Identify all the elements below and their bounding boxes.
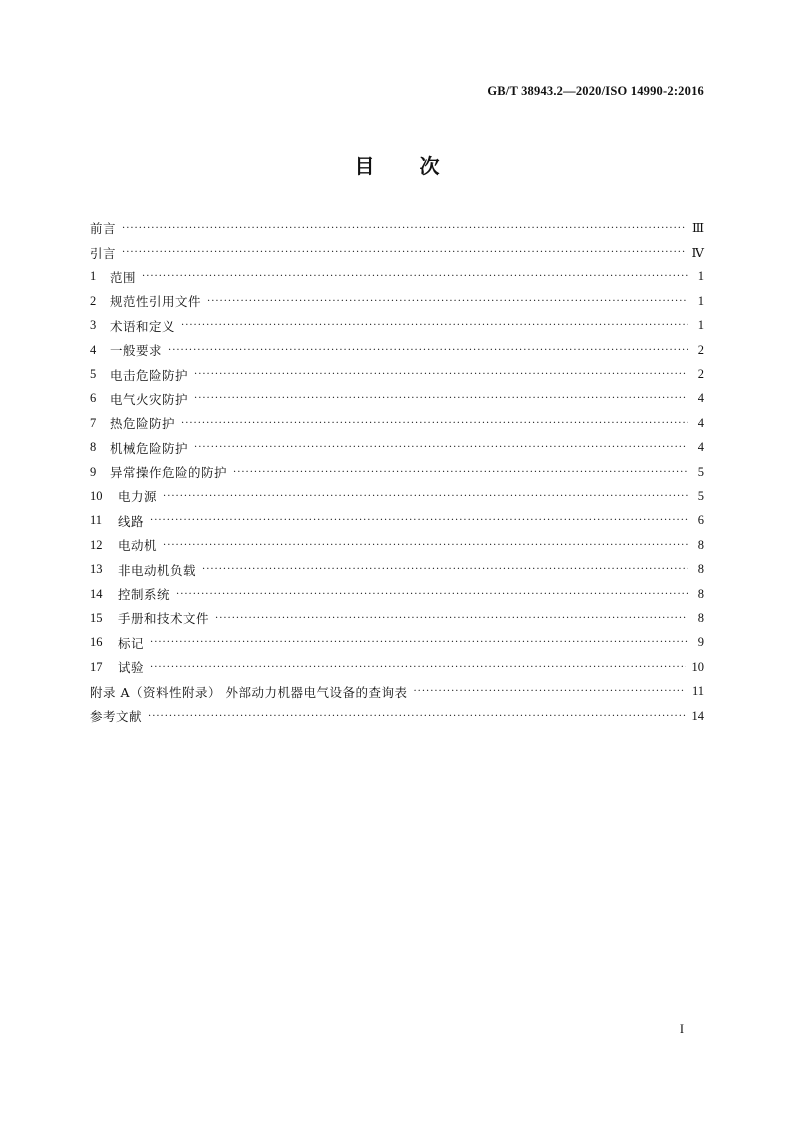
toc-entry-page: 14 <box>691 708 704 723</box>
toc-entry-number: 2 <box>90 293 97 308</box>
dot-leader <box>122 223 686 234</box>
toc-entry-label: 非电动机负载 <box>118 562 197 578</box>
dot-leader <box>181 418 688 429</box>
toc-entry-page: 4 <box>697 440 704 455</box>
toc-entry-13[interactable] <box>90 557 704 581</box>
dot-leader <box>142 271 688 282</box>
toc-entry-page: 1 <box>697 293 704 308</box>
toc-entry-page: 5 <box>697 488 704 503</box>
toc-entry-page: 1 <box>697 269 704 284</box>
toc-entry-page: 9 <box>697 635 704 650</box>
toc-entry-1[interactable] <box>90 265 704 289</box>
document-code: GB/T 38943.2—2020/ISO 14990-2:2016 <box>487 84 704 98</box>
toc-entry-16[interactable] <box>90 631 704 655</box>
toc-entry-page: 4 <box>697 415 704 430</box>
toc-entry-label: 控制系统 <box>118 587 171 603</box>
dot-leader <box>194 442 688 453</box>
toc-entry-number: 3 <box>90 318 97 333</box>
toc-entry-number: 13 <box>90 562 103 577</box>
toc-entry-label: 电力源 <box>118 489 158 505</box>
toc-entry-page: 2 <box>697 367 704 382</box>
toc-entry-17[interactable] <box>90 655 704 679</box>
page-title: 目 次 <box>354 154 440 178</box>
toc-entry-page: 8 <box>697 562 704 577</box>
toc-entry-15[interactable] <box>90 606 704 630</box>
toc-entry-label: 规范性引用文件 <box>110 294 202 310</box>
toc-entry-number: 10 <box>90 488 103 503</box>
dot-leader <box>176 589 688 600</box>
toc-entry-page: 6 <box>697 513 704 528</box>
page-number: I <box>679 1022 684 1036</box>
toc-entry-introduction[interactable] <box>90 240 704 264</box>
toc-entry-11[interactable] <box>90 509 704 533</box>
dot-leader <box>168 345 688 356</box>
toc-entry-number: 11 <box>90 513 103 528</box>
toc-entry-label: 电气火灾防护 <box>110 391 189 407</box>
toc-entry-label: 参考文献 <box>90 709 143 724</box>
toc-entry-label: 标记 <box>118 635 145 651</box>
toc-entry-number: 1 <box>90 269 97 284</box>
toc-entry-label: 电动机 <box>118 538 158 554</box>
toc-entry-8[interactable] <box>90 436 704 460</box>
toc-entry-label: 试验 <box>118 660 145 676</box>
dot-leader <box>215 613 688 624</box>
toc-entry-number: 15 <box>90 610 103 625</box>
dot-leader <box>181 320 688 331</box>
dot-leader <box>194 393 688 404</box>
toc-entry-page: 8 <box>697 610 704 625</box>
toc-entry-page: 11 <box>691 684 704 699</box>
toc-entry-number: 12 <box>90 537 103 552</box>
toc-entry-page: 2 <box>697 342 704 357</box>
toc-entry-label: 范围 <box>110 269 137 285</box>
table-of-contents <box>90 216 704 728</box>
dot-leader <box>150 515 688 526</box>
toc-entry-bibliography[interactable] <box>90 704 704 728</box>
toc-entry-number: 14 <box>90 586 103 601</box>
toc-entry-annex-a[interactable] <box>90 679 704 703</box>
toc-entry-foreword[interactable] <box>90 216 704 240</box>
toc-entry-7[interactable] <box>90 411 704 435</box>
toc-entry-label: 附录 A（资料性附录） 外部动力机器电气设备的查询表 <box>90 684 408 700</box>
dot-leader <box>233 467 688 478</box>
toc-entry-label: 引言 <box>90 245 117 261</box>
toc-entry-12[interactable] <box>90 533 704 557</box>
toc-entry-page: 5 <box>697 464 704 479</box>
dot-leader <box>148 711 685 722</box>
toc-entry-label: 手册和技术文件 <box>118 611 210 627</box>
toc-entry-label: 前言 <box>90 221 117 237</box>
dot-leader <box>150 637 688 648</box>
toc-entry-number: 9 <box>90 464 97 479</box>
dot-leader <box>413 686 685 697</box>
toc-entry-page: 1 <box>697 318 704 333</box>
toc-entry-label: 机械危险防护 <box>110 440 189 456</box>
dot-leader <box>194 369 688 380</box>
toc-entry-label: 异常操作危险的防护 <box>110 465 228 481</box>
toc-entry-2[interactable] <box>90 289 704 313</box>
toc-entry-number: 8 <box>90 440 97 455</box>
toc-entry-number: 16 <box>90 635 103 650</box>
toc-entry-label: 电击危险防护 <box>110 367 189 383</box>
toc-entry-number: 7 <box>90 415 97 430</box>
toc-entry-9[interactable] <box>90 460 704 484</box>
toc-entry-label: 热危险防护 <box>110 416 176 432</box>
toc-entry-14[interactable] <box>90 582 704 606</box>
dot-leader <box>150 662 685 673</box>
toc-entry-page: 8 <box>697 537 704 552</box>
toc-entry-10[interactable] <box>90 484 704 508</box>
toc-entry-3[interactable] <box>90 314 704 338</box>
dot-leader <box>207 296 688 307</box>
dot-leader <box>122 247 685 258</box>
dot-leader <box>163 540 688 551</box>
toc-entry-label: 线路 <box>118 513 145 529</box>
toc-entry-label: 一般要求 <box>110 343 163 359</box>
dot-leader <box>163 491 688 502</box>
toc-entry-6[interactable] <box>90 387 704 411</box>
toc-entry-number: 6 <box>90 391 97 406</box>
toc-entry-page: 4 <box>697 391 704 406</box>
toc-entry-4[interactable] <box>90 338 704 362</box>
toc-entry-page: 10 <box>691 659 704 674</box>
toc-entry-number: 4 <box>90 342 97 357</box>
toc-entry-page: 8 <box>697 586 704 601</box>
toc-entry-page: Ⅲ <box>691 221 704 236</box>
toc-entry-label: 术语和定义 <box>110 318 176 334</box>
toc-entry-number: 17 <box>90 659 103 674</box>
dot-leader <box>202 564 688 575</box>
toc-entry-5[interactable] <box>90 362 704 386</box>
toc-entry-page: Ⅳ <box>691 245 704 260</box>
toc-entry-number: 5 <box>90 367 97 382</box>
